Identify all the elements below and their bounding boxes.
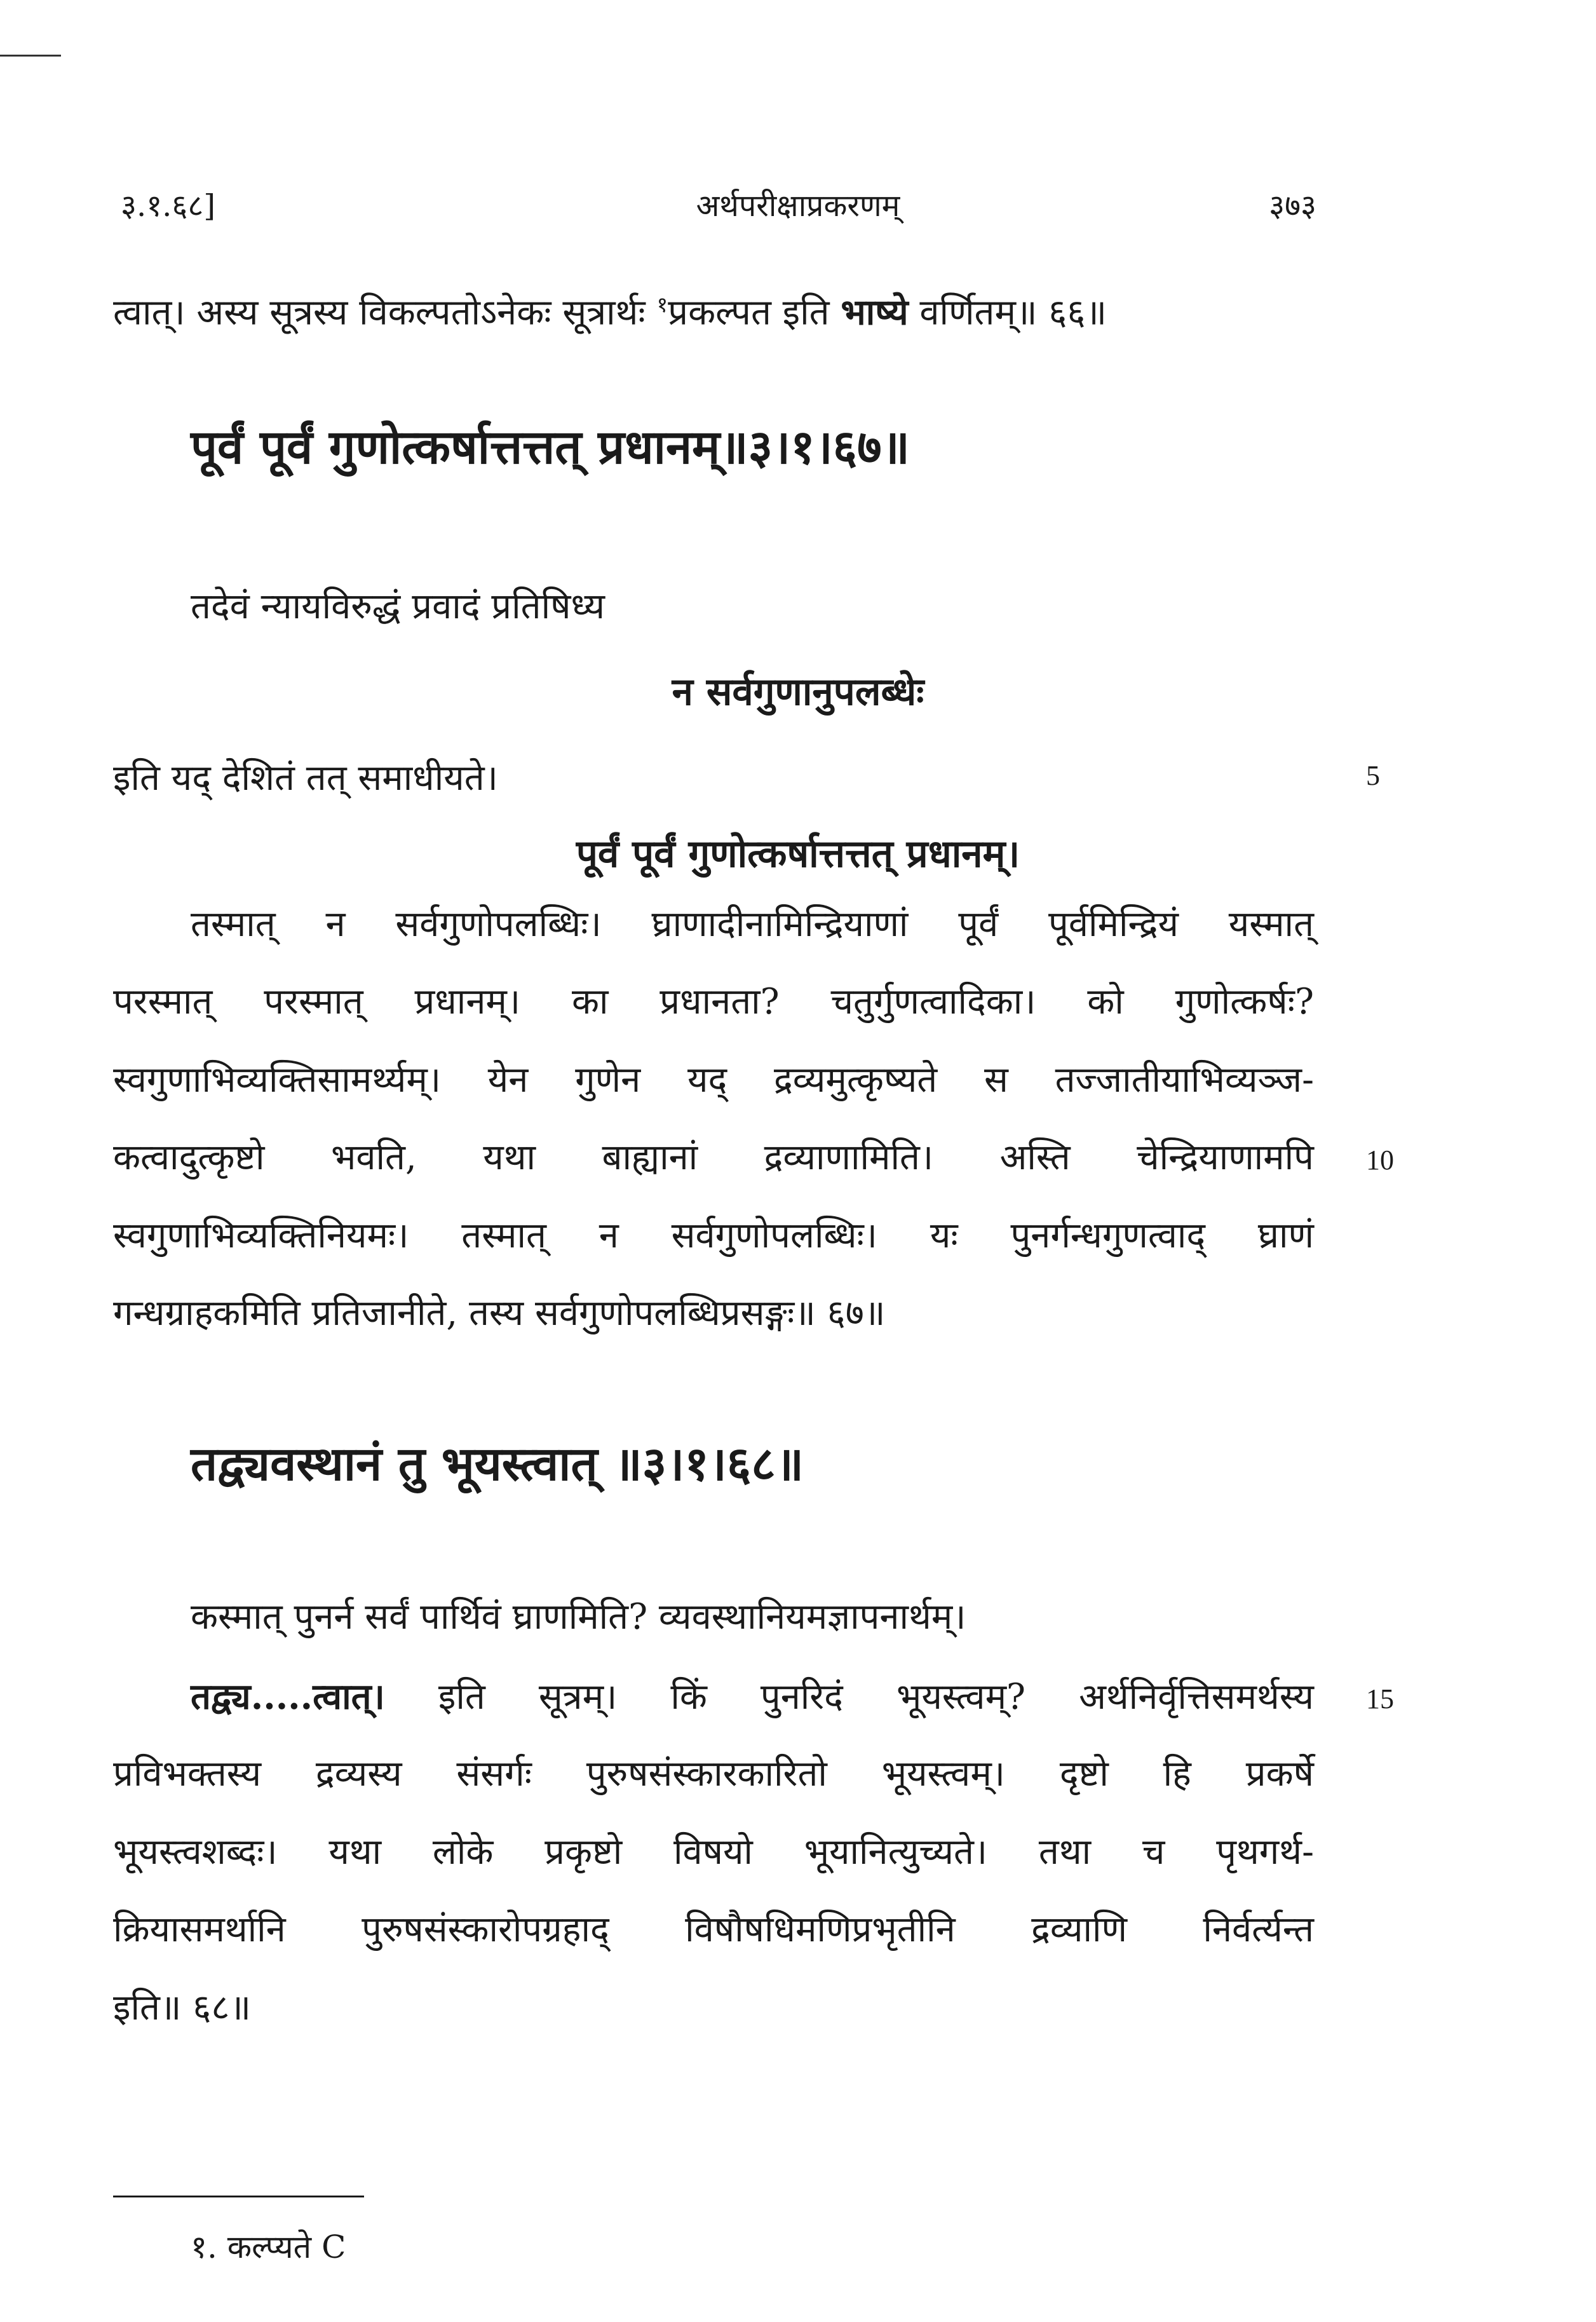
line-number: 5 bbox=[1366, 760, 1380, 791]
text-line: कत्वादुत्कृष्टो भवति, यथा बाह्यानां द्रव्याणामिति। अस्ति चेन्द्रियाणामपि bbox=[113, 1137, 1314, 1178]
text-line: प्रविभक्तस्य द्रव्यस्य संसर्गः पुरुषसंस्कारकारितो भूयस्त्वम्। दृष्टो हि प्रकर्षे bbox=[113, 1753, 1314, 1795]
sutra-heading-67: पूर्वं पूर्वं गुणोत्कर्षात्तत्तत् प्रधानम्॥३।१।६७॥ bbox=[191, 420, 910, 475]
bold-term: भाष्ये bbox=[841, 291, 909, 334]
text-fragment: वर्णितम्॥ ६६॥ bbox=[908, 292, 1107, 334]
text-line: भूयस्त्वशब्दः। यथा लोके प्रकृष्टो विषयो भूयानित्युच्यते। तथा च पृथगर्थ- bbox=[113, 1831, 1314, 1873]
text-line-1 bbox=[113, 280, 1314, 339]
text-line: क्रियासमर्थानि पुरुषसंस्कारोपग्रहाद् विषौषधिमणिप्रभृतीनि द्रव्याणि निर्वर्त्यन्त bbox=[113, 1909, 1314, 1950]
text-line: स्वगुणाभिव्यक्तिनियमः। तस्मात् न सर्वगुणोपलब्धिः। यः पुनर्गन्धगुणत्वाद् घ्राणं bbox=[113, 1215, 1314, 1256]
footnote: १. कल्प्यते C bbox=[191, 2229, 346, 2265]
bold-pratika: तद्व्य.....त्वात्। bbox=[191, 1676, 385, 1718]
text-line: स्वगुणाभिव्यक्तिसामर्थ्यम्। येन गुणेन यद् द्रव्यमुत्कृष्यते स तज्जातीयाभिव्यञ्ज- bbox=[113, 1059, 1314, 1101]
line-number: 10 bbox=[1366, 1144, 1394, 1176]
text-line: तदेवं न्यायविरुद्धं प्रवादं प्रतिषिध्य bbox=[191, 586, 605, 627]
header-chapter-title: अर्थपरीक्षाप्रकरणम् bbox=[696, 188, 900, 224]
text-fragment: प्रकल्पत इति bbox=[668, 292, 841, 334]
text-line: इति॥ ६८॥ bbox=[113, 1987, 252, 2028]
running-header bbox=[0, 184, 1596, 235]
text-line: कस्मात् पुनर्न सर्वं पार्थिवं घ्राणमिति? व्यवस्थानियमज्ञापनार्थम्। bbox=[191, 1596, 966, 1638]
text-line: गन्धग्राहकमिति प्रतिजानीते, तस्य सर्वगुणोपलब्धिप्रसङ्गः॥ ६७॥ bbox=[113, 1293, 886, 1334]
quoted-sutra: न सर्वगुणानुपलब्धेः bbox=[672, 670, 924, 714]
footnote-divider bbox=[113, 2196, 364, 2197]
quoted-sutra: पूर्वं पूर्वं गुणोत्कर्षात्तत्तत् प्रधानम्। bbox=[576, 832, 1020, 876]
text-line: इति यद् देशितं तत् समाधीयते। bbox=[113, 757, 498, 799]
footnote-marker: १ bbox=[656, 292, 668, 318]
header-section-ref: ३.१.६८] bbox=[121, 188, 216, 224]
sutra-heading-68: तद्व्यवस्थानं तु भूयस्त्वात् ॥३।१।६८॥ bbox=[191, 1437, 804, 1491]
header-page-number: ३७३ bbox=[1269, 188, 1316, 224]
text-line: परस्मात् परस्मात् प्रधानम्। का प्रधानता? चतुर्गुणत्वादिका। को गुणोत्कर्षः? bbox=[113, 981, 1314, 1022]
text-line bbox=[191, 1671, 1314, 1723]
text-line: तस्मात् न सर्वगुणोपलब्धिः। घ्राणादीनामिन्द्रियाणां पूर्वं पूर्वमिन्द्रियं यस्मात् bbox=[191, 904, 1314, 945]
line-number: 15 bbox=[1366, 1683, 1394, 1714]
text-fragment: इति सूत्रम्। किं पुनरिदं भूयस्त्वम्? अर्थनिर्वृत्तिसमर्थस्य bbox=[384, 1676, 1314, 1718]
text-fragment: त्वात्। अस्य सूत्रस्य विकल्पतोऽनेकः सूत्रार्थः bbox=[113, 292, 657, 334]
scan-edge-mark bbox=[0, 55, 61, 57]
